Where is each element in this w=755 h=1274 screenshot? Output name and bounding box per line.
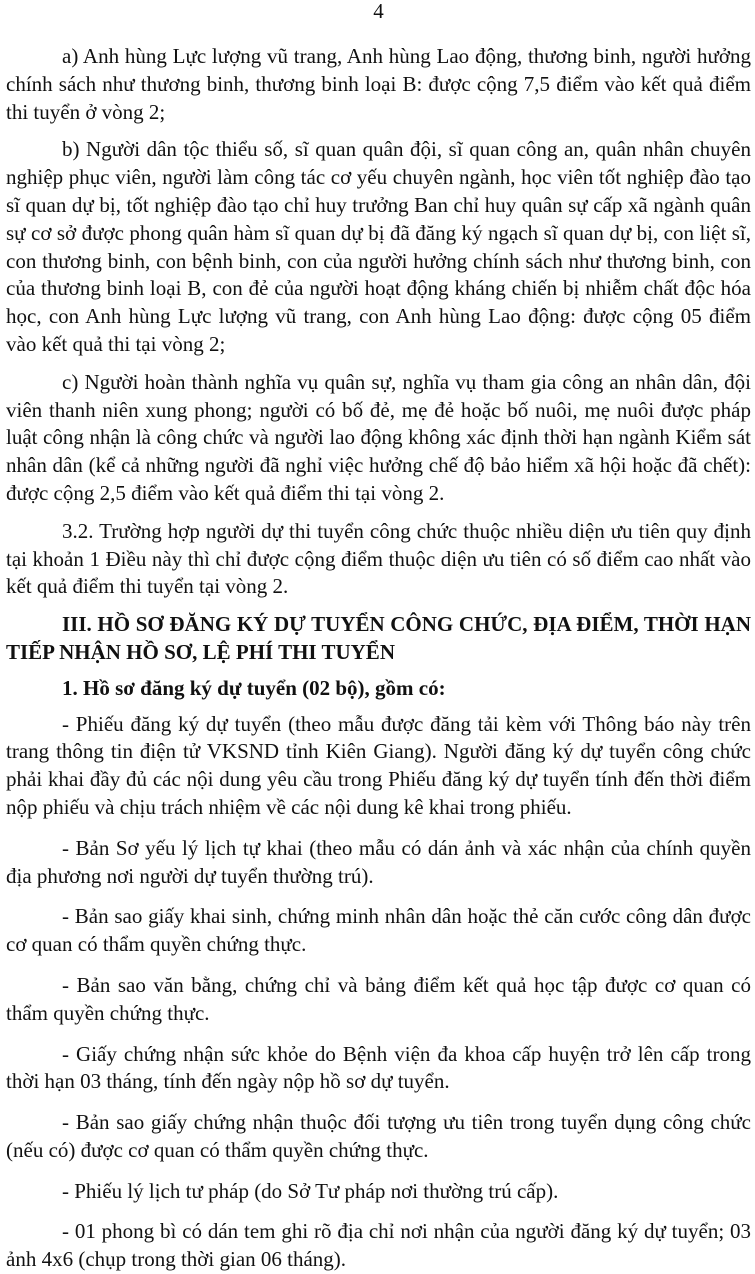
paragraph-priority-a: a) Anh hùng Lực lượng vũ trang, Anh hùng Lao động, thương binh, người hưởng chính sách như thương binh, thương binh loại B: được cộng 7,5 điểm vào kết quả điểm thi tuyển ở vòng 2; xyxy=(6,44,751,124)
list-item: - Bản sao văn bằng, chứng chỉ và bảng điểm kết quả học tập được cơ quan có thẩm quyền chứng thực. xyxy=(6,972,751,1025)
list-item: - Bản sao giấy khai sinh, chứng minh nhân dân hoặc thẻ căn cước công dân được cơ quan có thẩm quyền chứng thực. xyxy=(6,904,751,957)
list-item: - Bản Sơ yếu lý lịch tự khai (theo mẫu có dán ảnh và xác nhận của chính quyền địa phương nơi người dự tuyển thường trú). xyxy=(6,835,751,888)
paragraph-3-2: 3.2. Trường hợp người dự thi tuyển công chức thuộc nhiều diện ưu tiên quy định tại khoản 1 Điều này thì chỉ được cộng điểm thuộc diện ưu tiên có số điểm cao nhất vào kết quả điểm thi tuyển tại vòng 2. xyxy=(6,518,751,599)
section-heading: III. HỒ SƠ ĐĂNG KÝ DỰ TUYỂN CÔNG CHỨC, ĐỊA ĐIỂM, THỜI HẠN TIẾP NHẬN HỒ SƠ, LỆ PHÍ THI TUYỂN xyxy=(6,612,751,664)
page-number: 4 xyxy=(373,0,384,23)
list-item: - Giấy chứng nhận sức khỏe do Bệnh viện đa khoa cấp huyện trở lên cấp trong thời hạn 03 tháng, tính đến ngày nộp hồ sơ dự tuyển. xyxy=(6,1041,751,1094)
list-item: - Bản sao giấy chứng nhận thuộc đối tượng ưu tiên trong tuyển dụng công chức (nếu có) được cơ quan có thẩm quyền chứng thực. xyxy=(6,1110,751,1162)
list-item: - 01 phong bì có dán tem ghi rõ địa chỉ nơi nhận của người đăng ký dự tuyển; 03 ảnh 4x6 (chụp trong thời gian 06 tháng). xyxy=(6,1219,751,1272)
paragraph-priority-b: b) Người dân tộc thiểu số, sĩ quan quân đội, sĩ quan công an, quân nhân chuyên nghiệp phục viên, người làm công tác cơ yếu chuyên ngành, học viên tốt nghiệp đào tạo sĩ quan dự bị, tốt nghiệp đào tạo chỉ huy trưởng Ban chỉ huy quân sự cấp xã ngành quân sự cơ sở được phong quân hàm sĩ quan dự bị đã đăng ký ngạch sĩ quan dự bị, con liệt sĩ, con thương binh, con bệnh binh, con của người hưởng chính sách như thương binh, con của thương binh loại B, con đẻ của người hoạt động kháng chiến bị nhiễm chất độc hóa học, con Anh hùng Lực lượng vũ trang, con Anh hùng Lao động: được cộng 05 điểm vào kết quả thi tại vòng 2; xyxy=(6,137,751,356)
subsection-heading: 1. Hồ sơ đăng ký dự tuyển (02 bộ), gồm có: xyxy=(62,675,446,700)
list-item: - Phiếu lý lịch tư pháp (do Sở Tư pháp nơi thường trú cấp). xyxy=(62,1178,559,1203)
paragraph-priority-c: c) Người hoàn thành nghĩa vụ quân sự, nghĩa vụ tham gia công an nhân dân, đội viên thanh niên xung phong; người có bố đẻ, mẹ đẻ hoặc bố nuôi, mẹ nuôi được pháp luật công nhận là công chức và người lao động không xác định thời hạn ngành Kiểm sát nhân dân (kể cả những người đã nghỉ việc hưởng chế độ bảo hiểm xã hội hoặc đã chết): được cộng 2,5 điểm vào kết quả điểm thi tại vòng 2. xyxy=(6,369,751,505)
list-item: - Phiếu đăng ký dự tuyển (theo mẫu được đăng tải kèm với Thông báo này trên trang thông tin điện tử VKSND tỉnh Kiên Giang). Người đăng ký dự tuyển công chức phải khai đầy đủ các nội dung yêu cầu trong Phiếu đăng ký dự tuyển tính đến thời điểm nộp phiếu và chịu trách nhiệm về các nội dung kê khai trong phiếu. xyxy=(6,711,751,819)
